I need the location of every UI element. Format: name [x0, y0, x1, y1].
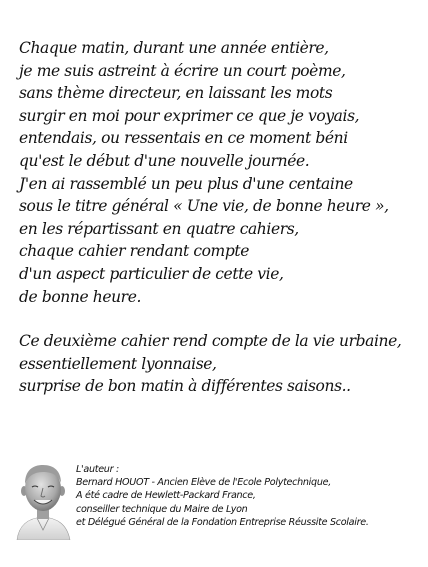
- poem-line: de bonne heure.: [19, 287, 141, 306]
- author-bio: [76, 463, 421, 529]
- poem-line: surgir en moi pour exprimer ce que je voyais,: [19, 106, 360, 125]
- author-photo: [15, 460, 71, 540]
- poem-line: chaque cahier rendant compte: [19, 242, 249, 261]
- author-bio-line: A été cadre de Hewlett-Packard France,: [76, 490, 256, 502]
- poem-line: Ce deuxième cahier rend compte de la vie urbaine,: [19, 332, 402, 351]
- poem-paragraph-2: [19, 330, 419, 398]
- poem-text: [19, 37, 419, 398]
- poem-line: J'en ai rassemblé un peu plus d'une centaine: [19, 174, 353, 193]
- poem-paragraph-1: [19, 37, 419, 308]
- poem-line: essentiellement lyonnaise,: [19, 354, 217, 373]
- poem-line: surprise de bon matin à différentes saisons..: [19, 377, 351, 396]
- poem-line: entendais, ou ressentais en ce moment béni: [19, 129, 348, 148]
- poem-line: je me suis astreint à écrire un court poème,: [19, 61, 346, 80]
- poem-line: sans thème directeur, en laissant les mots: [19, 84, 333, 103]
- author-bio-line: Bernard HOUOT - Ancien Elève de l'Ecole Polytechnique,: [76, 477, 331, 489]
- paragraph-gap: [19, 308, 419, 330]
- author-portrait-image: [15, 460, 71, 540]
- poem-line: Chaque matin, durant une année entière,: [19, 39, 329, 57]
- poem-line: qu'est le début d'une nouvelle journée.: [19, 151, 310, 170]
- author-bio-line: et Délégué Général de la Fondation Entreprise Réussite Scolaire.: [76, 516, 369, 528]
- author-heading: L'auteur :: [76, 464, 119, 475]
- poem-line: en les répartissant en quatre cahiers,: [19, 219, 299, 238]
- author-bio-line: conseiller technique du Maire de Lyon: [76, 503, 248, 515]
- poem-line: d'un aspect particulier de cette vie,: [19, 264, 284, 283]
- poem-line: sous le titre général « Une vie, de bonne heure »,: [19, 197, 389, 216]
